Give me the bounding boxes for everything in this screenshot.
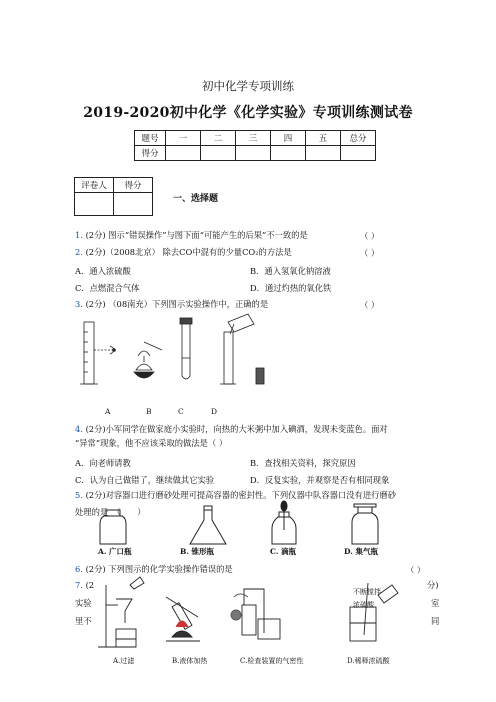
- question-1: [75, 230, 308, 241]
- question-text-fragment-right: 室: [431, 598, 440, 608]
- liquid-heating-icon: [166, 597, 200, 641]
- score-cell[interactable]: [166, 146, 201, 161]
- gas-collecting-bottle-icon: [352, 504, 378, 544]
- question-2: [75, 247, 292, 258]
- caption-c: C. 滴瓶: [270, 547, 297, 556]
- question-number: 3.: [75, 299, 83, 309]
- score-row-label: 得分: [135, 146, 166, 161]
- option-c: C．点燃混合气体: [75, 283, 140, 293]
- question-6: [75, 564, 233, 575]
- reviewer-score-cell[interactable]: [114, 193, 153, 216]
- score-header-cell: 题号: [135, 131, 166, 146]
- figure-label-c: C: [178, 407, 184, 416]
- dropper-bottle-icon: [272, 501, 296, 544]
- question-text-line2: “异常”现象，他不应该采取的做法是（ ）: [75, 438, 228, 448]
- score-cell[interactable]: [306, 146, 341, 161]
- q5-figure: [90, 500, 410, 550]
- score-cell[interactable]: [341, 146, 376, 161]
- caption-b: B.液体加热: [172, 657, 208, 665]
- page-title: 2019-2020初中化学《化学实验》专项训练测试卷: [83, 105, 413, 121]
- option-a: A．通入浓硫酸: [75, 266, 131, 276]
- score-cell[interactable]: [236, 146, 271, 161]
- option-d: D．反复实验，并观察是否有相同现象: [250, 475, 390, 485]
- caption-b: B. 锥形瓶: [180, 547, 215, 556]
- figure-label-b: B: [146, 407, 152, 416]
- answer-bracket: （ ）: [360, 231, 380, 241]
- option-a: A．向老师请教: [75, 458, 131, 468]
- question-3: [75, 299, 268, 310]
- question-number: 4.: [75, 424, 83, 434]
- question-text-fragment-right: 分): [427, 580, 439, 590]
- question-text: (2分)（2008北京） 除去CO中混有的少量CO₂的方法是: [85, 247, 292, 257]
- question-number: 5.: [75, 490, 83, 500]
- score-cell[interactable]: [201, 146, 236, 161]
- question-4: [75, 424, 388, 435]
- score-table: [134, 130, 376, 161]
- question-text-line1: (2分)对容器口进行磨砂处理可提高容器的密封性。下列仪器中队容器口没有进行磨砂: [85, 490, 397, 500]
- question-text-line2: 处理的是 （ ）: [75, 507, 146, 517]
- q3-figure: [70, 316, 270, 408]
- score-header-cell: 四: [271, 131, 306, 146]
- caption-a: A.过滤: [113, 657, 135, 665]
- gas-tightness-icon: [231, 589, 280, 639]
- answer-bracket: （ ）: [406, 565, 426, 575]
- question-number: 2.: [75, 247, 83, 257]
- score-header-cell: 三: [236, 131, 271, 146]
- question-text-fragment: 实验: [75, 598, 92, 608]
- pouring-bottle-icon: [220, 314, 264, 384]
- test-tube-icon: [180, 318, 192, 379]
- score-table-score-row: [135, 146, 376, 161]
- caption-c: C.检查装置的气密性: [240, 657, 304, 665]
- caption-a: A. 广口瓶: [98, 547, 132, 556]
- question-text: (2分) （08南充）下列图示实验操作中，正确的是: [85, 299, 269, 309]
- question-7: [75, 580, 94, 591]
- question-text: (2分) 下列图示的化学实验操作错误的是: [85, 564, 233, 574]
- score-header-cell: 二: [201, 131, 236, 146]
- wide-mouth-bottle-icon: [100, 510, 126, 544]
- option-b: B．查找相关资料，探究原因: [250, 458, 356, 468]
- tiny-label-acid: 浓硫酸: [353, 601, 374, 609]
- question-text-fragment: (2: [85, 580, 95, 590]
- question-number: 7.: [75, 580, 83, 590]
- tiny-label-stir: 不断搅拌: [353, 588, 381, 596]
- section-title: 一、选择题: [173, 194, 219, 204]
- score-cell[interactable]: [271, 146, 306, 161]
- reviewer-label: 评卷人: [75, 178, 114, 193]
- reviewer-cell[interactable]: [75, 193, 114, 216]
- question-text: (2分) 图示“错误操作”与图下面“可能产生的后果”不一致的是: [85, 230, 308, 240]
- answer-bracket: （ ）: [360, 248, 380, 258]
- caption-d: D. 集气瓶: [344, 547, 378, 556]
- question-text-fragment-right: 同: [431, 616, 440, 626]
- score-table-header-row: [135, 131, 376, 146]
- question-number: 1.: [75, 230, 83, 240]
- filtration-icon: [98, 577, 144, 647]
- reviewer-score-label: 得分: [114, 178, 153, 193]
- option-c: C．认为自己做错了，继续做其它实验: [75, 475, 215, 485]
- score-header-cell: 五: [306, 131, 341, 146]
- question-text-line1: (2分)小军同学在做家庭小实验时，向热的大米粥中加入碘酒，发现未变蓝色。面对: [85, 424, 388, 434]
- option-d: D．通过灼热的氧化铁: [250, 283, 332, 293]
- reviewer-table: [74, 177, 153, 216]
- page-subtitle: 初中化学专项训练: [202, 79, 294, 93]
- answer-bracket: （ ）: [360, 300, 380, 310]
- figure-label-a: A: [105, 407, 111, 416]
- score-header-cell: 一: [166, 131, 201, 146]
- question-number: 6.: [75, 564, 83, 574]
- graduated-cylinder-icon: [80, 322, 115, 384]
- score-header-cell: 总分: [341, 131, 376, 146]
- figure-label-d: D: [211, 407, 218, 416]
- alcohol-lamp-icon: [134, 342, 162, 378]
- conical-flask-icon: [190, 506, 226, 544]
- option-b: B．通入氢氧化钠溶液: [250, 266, 331, 276]
- question-text-fragment: 里不: [75, 616, 92, 626]
- caption-d: D.稀释浓硫酸: [347, 657, 390, 665]
